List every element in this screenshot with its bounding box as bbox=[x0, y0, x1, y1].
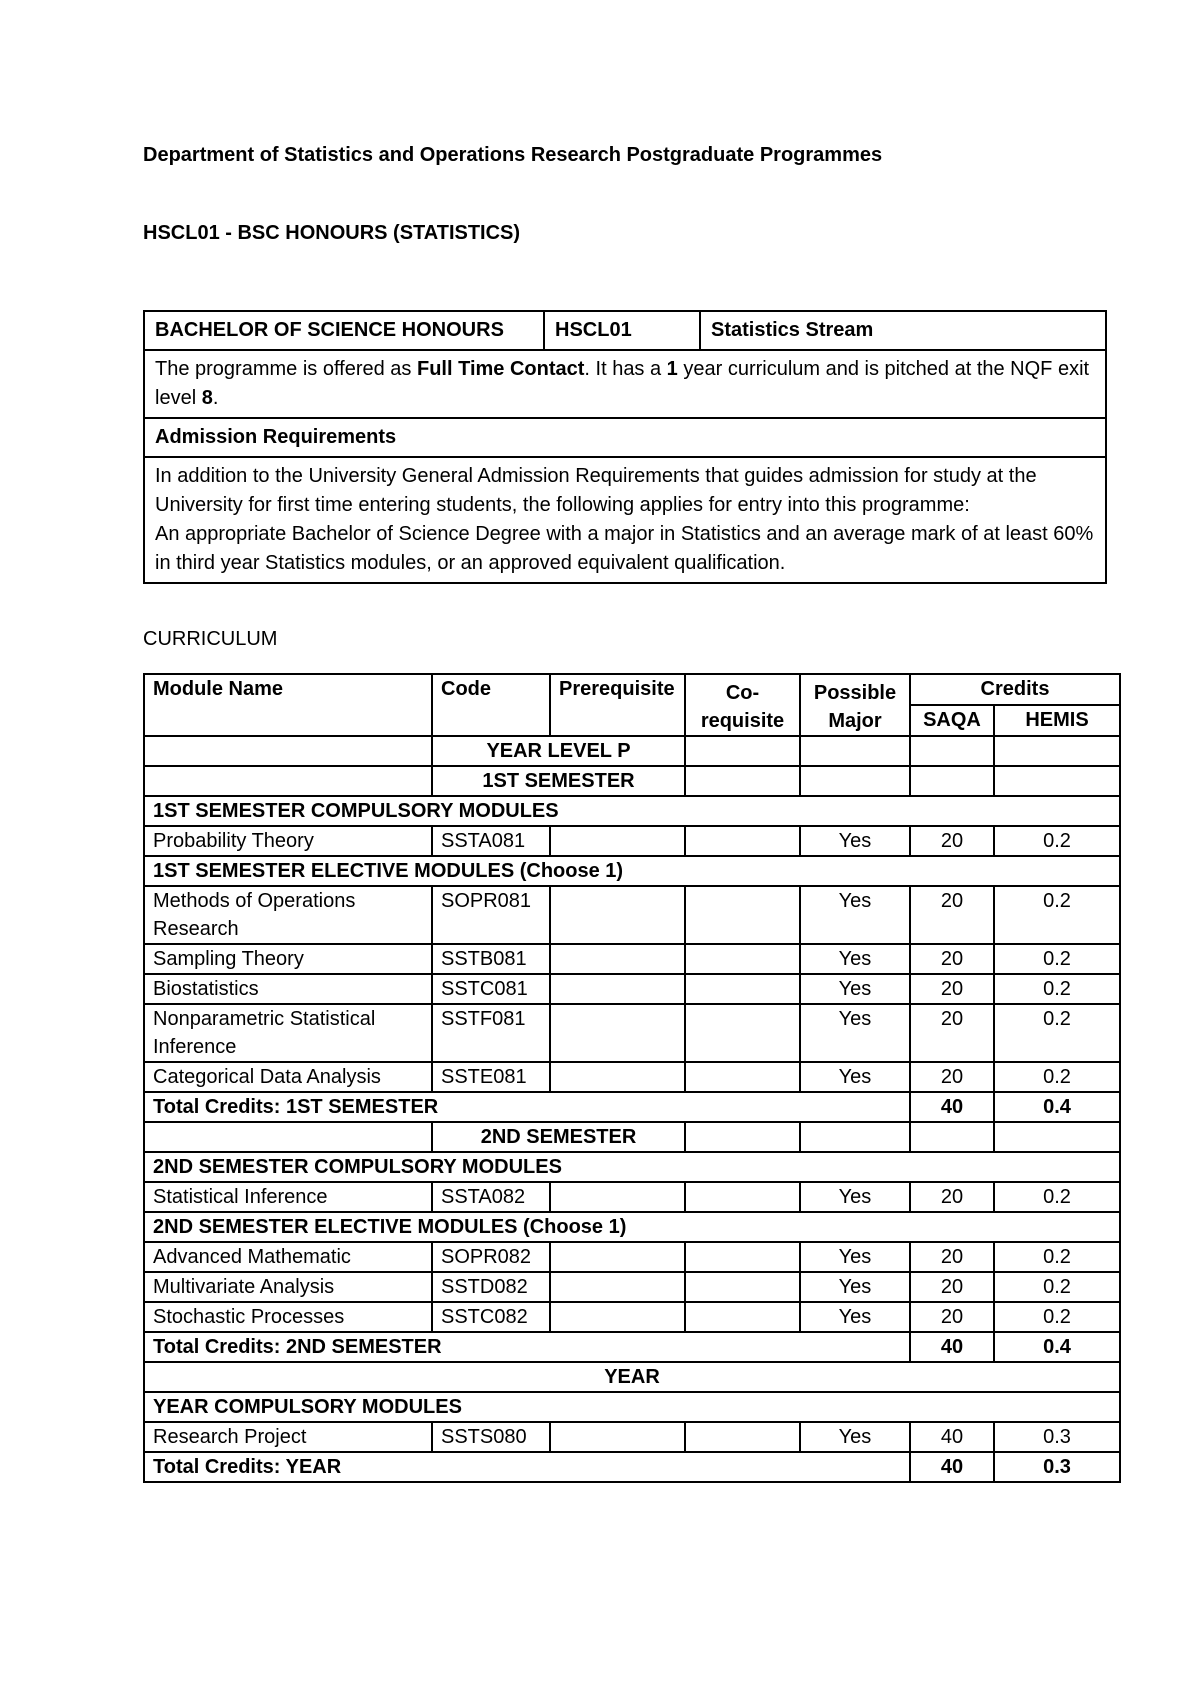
module-possible-major: Yes bbox=[800, 1182, 910, 1212]
module-prerequisite bbox=[550, 1272, 685, 1302]
programme-heading: HSCL01 - BSC HONOURS (STATISTICS) bbox=[143, 222, 521, 244]
module-name: Biostatistics bbox=[144, 974, 432, 1004]
module-corequisite bbox=[685, 1062, 800, 1092]
module-possible-major: Yes bbox=[800, 1062, 910, 1092]
module-prerequisite bbox=[550, 1302, 685, 1332]
empty-cell bbox=[685, 736, 800, 766]
module-corequisite bbox=[685, 974, 800, 1004]
module-possible-major: Yes bbox=[800, 886, 910, 944]
module-possible-major: Yes bbox=[800, 974, 910, 1004]
module-row bbox=[144, 1302, 1120, 1332]
year-compulsory-rows bbox=[144, 1422, 1120, 1452]
module-row bbox=[144, 1182, 1120, 1212]
module-hemis: 0.2 bbox=[994, 886, 1120, 944]
header-saqa: SAQA bbox=[910, 705, 994, 736]
empty-cell bbox=[800, 736, 910, 766]
module-row bbox=[144, 944, 1120, 974]
header-prerequisite: Prerequisite bbox=[550, 674, 685, 736]
offering-text-part: . bbox=[212, 387, 219, 409]
module-hemis: 0.2 bbox=[994, 1242, 1120, 1272]
admission-paragraph: In addition to the University General Admission Requirements that guides admission for study at the University for first time entering students, the following applies for entry into this programme: bbox=[155, 465, 1037, 516]
module-hemis: 0.2 bbox=[994, 1182, 1120, 1212]
total-row bbox=[144, 1332, 1120, 1362]
module-name: Multivariate Analysis bbox=[144, 1272, 432, 1302]
module-hemis: 0.2 bbox=[994, 1272, 1120, 1302]
module-code: SSTA082 bbox=[432, 1182, 550, 1212]
module-prerequisite bbox=[550, 886, 685, 944]
programme-stream: Statistics Stream bbox=[700, 311, 1106, 350]
empty-cell bbox=[994, 766, 1120, 796]
module-possible-major: Yes bbox=[800, 1004, 910, 1062]
module-corequisite bbox=[685, 886, 800, 944]
module-saqa: 20 bbox=[910, 1302, 994, 1332]
module-name: Categorical Data Analysis bbox=[144, 1062, 432, 1092]
module-name: Stochastic Processes bbox=[144, 1302, 432, 1332]
sem2-elective-heading: 2ND SEMESTER ELECTIVE MODULES (Choose 1) bbox=[144, 1212, 1120, 1242]
section-heading-row bbox=[144, 1152, 1120, 1182]
offering-years: 1 bbox=[666, 358, 678, 380]
curriculum-heading: CURRICULUM bbox=[143, 628, 278, 650]
empty-cell bbox=[910, 1122, 994, 1152]
sem1-elective-heading: 1ST SEMESTER ELECTIVE MODULES (Choose 1) bbox=[144, 856, 1120, 886]
module-hemis: 0.2 bbox=[994, 1004, 1120, 1062]
header-code: Code bbox=[432, 674, 550, 736]
empty-cell bbox=[685, 1122, 800, 1152]
module-prerequisite bbox=[550, 1422, 685, 1452]
module-possible-major: Yes bbox=[800, 944, 910, 974]
module-name: Statistical Inference bbox=[144, 1182, 432, 1212]
module-hemis: 0.2 bbox=[994, 1062, 1120, 1092]
module-corequisite bbox=[685, 1422, 800, 1452]
sem1-total-label: Total Credits: 1ST SEMESTER bbox=[144, 1092, 910, 1122]
programme-code: HSCL01 bbox=[544, 311, 700, 350]
module-prerequisite bbox=[550, 1242, 685, 1272]
year-total-label: Total Credits: YEAR bbox=[144, 1452, 910, 1482]
module-hemis: 0.2 bbox=[994, 1302, 1120, 1332]
semester-2-label: 2ND SEMESTER bbox=[432, 1122, 685, 1152]
section-heading-row bbox=[144, 796, 1120, 826]
semester-2-label-row bbox=[144, 1122, 1120, 1152]
module-prerequisite bbox=[550, 944, 685, 974]
semester-1-label: 1ST SEMESTER bbox=[432, 766, 685, 796]
header-module-name: Module Name bbox=[144, 674, 432, 736]
section-heading-row bbox=[144, 856, 1120, 886]
module-hemis: 0.2 bbox=[994, 944, 1120, 974]
empty-cell bbox=[994, 1122, 1120, 1152]
programme-offering-row bbox=[144, 350, 1106, 418]
module-name: Research Project bbox=[144, 1422, 432, 1452]
module-possible-major: Yes bbox=[800, 1272, 910, 1302]
empty-cell bbox=[685, 766, 800, 796]
module-prerequisite bbox=[550, 826, 685, 856]
offering-level: 8 bbox=[201, 387, 213, 409]
module-prerequisite bbox=[550, 1004, 685, 1062]
module-code: SSTA081 bbox=[432, 826, 550, 856]
module-row bbox=[144, 826, 1120, 856]
year-level-row bbox=[144, 736, 1120, 766]
module-corequisite bbox=[685, 1004, 800, 1062]
module-corequisite bbox=[685, 1302, 800, 1332]
sem2-compulsory-heading: 2ND SEMESTER COMPULSORY MODULES bbox=[144, 1152, 1120, 1182]
offering-mode: Full Time Contact bbox=[416, 358, 585, 380]
programme-info-table bbox=[143, 310, 1107, 584]
module-prerequisite bbox=[550, 974, 685, 1004]
programme-header-row bbox=[144, 311, 1106, 350]
programme-offering-text bbox=[144, 350, 1106, 418]
module-code: SOPR082 bbox=[432, 1242, 550, 1272]
sem2-total-saqa: 40 bbox=[910, 1332, 994, 1362]
module-code: SOPR081 bbox=[432, 886, 550, 944]
module-name: Methods of Operations Research bbox=[144, 886, 432, 944]
header-possible-major: Possible Major bbox=[800, 674, 910, 736]
module-possible-major: Yes bbox=[800, 1242, 910, 1272]
module-row bbox=[144, 1422, 1120, 1452]
total-row bbox=[144, 1452, 1120, 1482]
module-code: SSTS080 bbox=[432, 1422, 550, 1452]
module-saqa: 20 bbox=[910, 1242, 994, 1272]
module-code: SSTD082 bbox=[432, 1272, 550, 1302]
semester-1-label-row bbox=[144, 766, 1120, 796]
sem1-compulsory-heading: 1ST SEMESTER COMPULSORY MODULES bbox=[144, 796, 1120, 826]
module-name: Sampling Theory bbox=[144, 944, 432, 974]
sem2-total-hemis: 0.4 bbox=[994, 1332, 1120, 1362]
offering-text-part: . It has a bbox=[584, 358, 667, 380]
module-name: Advanced Mathematic bbox=[144, 1242, 432, 1272]
empty-cell bbox=[144, 1122, 432, 1152]
section-heading-row bbox=[144, 1212, 1120, 1242]
module-saqa: 20 bbox=[910, 1062, 994, 1092]
programme-name: BACHELOR OF SCIENCE HONOURS bbox=[144, 311, 544, 350]
module-row bbox=[144, 974, 1120, 1004]
module-corequisite bbox=[685, 944, 800, 974]
module-hemis: 0.2 bbox=[994, 974, 1120, 1004]
module-code: SSTB081 bbox=[432, 944, 550, 974]
year-level-label: YEAR LEVEL P bbox=[432, 736, 685, 766]
header-corequisite: Co-requisite bbox=[685, 674, 800, 736]
empty-cell bbox=[910, 736, 994, 766]
admission-text bbox=[144, 457, 1106, 583]
year-compulsory-heading: YEAR COMPULSORY MODULES bbox=[144, 1392, 1120, 1422]
sem1-compulsory-rows bbox=[144, 826, 1120, 856]
empty-cell bbox=[910, 766, 994, 796]
module-saqa: 20 bbox=[910, 1182, 994, 1212]
sem2-total-label: Total Credits: 2ND SEMESTER bbox=[144, 1332, 910, 1362]
module-saqa: 20 bbox=[910, 1272, 994, 1302]
empty-cell bbox=[144, 736, 432, 766]
module-possible-major: Yes bbox=[800, 826, 910, 856]
module-corequisite bbox=[685, 826, 800, 856]
module-row bbox=[144, 1062, 1120, 1092]
module-prerequisite bbox=[550, 1062, 685, 1092]
empty-cell bbox=[994, 736, 1120, 766]
module-saqa: 20 bbox=[910, 1004, 994, 1062]
total-row bbox=[144, 1092, 1120, 1122]
sem1-elective-rows bbox=[144, 886, 1120, 1092]
header-credits: Credits bbox=[910, 674, 1120, 705]
section-heading-row bbox=[144, 1392, 1120, 1422]
curriculum-header-row bbox=[144, 674, 1120, 705]
module-code: SSTC081 bbox=[432, 974, 550, 1004]
module-possible-major: Yes bbox=[800, 1422, 910, 1452]
year-total-hemis: 0.3 bbox=[994, 1452, 1120, 1482]
empty-cell bbox=[800, 1122, 910, 1152]
admission-heading-row bbox=[144, 418, 1106, 457]
module-row bbox=[144, 886, 1120, 944]
module-code: SSTC082 bbox=[432, 1302, 550, 1332]
document-page bbox=[143, 140, 1123, 1483]
sem1-total-hemis: 0.4 bbox=[994, 1092, 1120, 1122]
admission-heading: Admission Requirements bbox=[144, 418, 1106, 457]
module-name: Nonparametric Statistical Inference bbox=[144, 1004, 432, 1062]
module-hemis: 0.3 bbox=[994, 1422, 1120, 1452]
sem1-total-saqa: 40 bbox=[910, 1092, 994, 1122]
module-corequisite bbox=[685, 1182, 800, 1212]
module-saqa: 20 bbox=[910, 886, 994, 944]
module-name: Probability Theory bbox=[144, 826, 432, 856]
module-row bbox=[144, 1272, 1120, 1302]
document-title: Department of Statistics and Operations Research Postgraduate Programmes bbox=[143, 144, 883, 166]
admission-paragraph: An appropriate Bachelor of Science Degree with a major in Statistics and an average mark of at least 60% in third year Statistics modules, or an approved equivalent qualification. bbox=[155, 523, 1094, 574]
curriculum-table bbox=[143, 673, 1121, 1483]
empty-cell bbox=[144, 766, 432, 796]
offering-text-part: The programme is offered as bbox=[155, 358, 417, 380]
module-corequisite bbox=[685, 1242, 800, 1272]
module-hemis: 0.2 bbox=[994, 826, 1120, 856]
sem2-compulsory-rows bbox=[144, 1182, 1120, 1212]
module-corequisite bbox=[685, 1272, 800, 1302]
sem2-elective-rows bbox=[144, 1242, 1120, 1332]
module-saqa: 20 bbox=[910, 944, 994, 974]
year-label-row bbox=[144, 1362, 1120, 1392]
module-possible-major: Yes bbox=[800, 1302, 910, 1332]
year-label: YEAR bbox=[144, 1362, 1120, 1392]
admission-text-row bbox=[144, 457, 1106, 583]
header-hemis: HEMIS bbox=[994, 705, 1120, 736]
module-code: SSTF081 bbox=[432, 1004, 550, 1062]
module-row bbox=[144, 1242, 1120, 1272]
module-code: SSTE081 bbox=[432, 1062, 550, 1092]
module-saqa: 20 bbox=[910, 826, 994, 856]
offering-text-part: year curriculum and is pitched at the NQF exit level bbox=[155, 358, 1090, 409]
module-saqa: 40 bbox=[910, 1422, 994, 1452]
module-row bbox=[144, 1004, 1120, 1062]
module-saqa: 20 bbox=[910, 974, 994, 1004]
empty-cell bbox=[800, 766, 910, 796]
year-total-saqa: 40 bbox=[910, 1452, 994, 1482]
module-prerequisite bbox=[550, 1182, 685, 1212]
